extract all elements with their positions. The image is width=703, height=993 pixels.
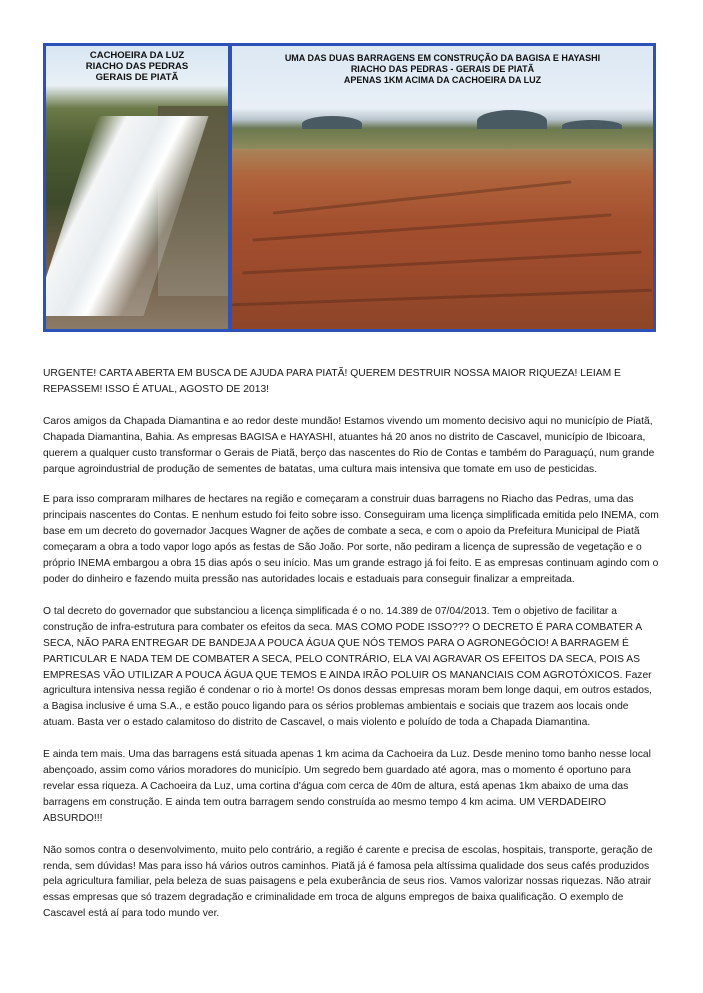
dam-caption bbox=[232, 53, 653, 86]
tire-track bbox=[273, 180, 572, 214]
caption-line: CACHOEIRA DA LUZ bbox=[89, 50, 185, 61]
caption-line: APENAS 1KM ACIMA DA CACHOEIRA DA LUZ bbox=[343, 75, 542, 85]
tire-track bbox=[232, 289, 652, 307]
caption-line: UMA DAS DUAS BARRAGENS EM CONSTRUÇÃO DA BAGISA E HAYASHI bbox=[284, 53, 601, 63]
dam-construction-photo bbox=[232, 46, 653, 329]
article-paragraph: O tal decreto do governador que substanciou a licença simplificada é o no. 14.389 de 07/04/2013. Tem o objetivo de facilitar a construção de infra-estrutura para combater os efeitos da seca. MAS COMO PODE ISSO??? O DECRETO É PARA COMBATER A SECA, NÃO PARA ENTREGAR DE BANDEJA A POUCA ÁGUA QUE NÓS TEMOS PARA O AGRONEGÓCIO! A BARRAGEM É PARTICULAR E NADA TEM DE COMBATER A SECA, PELO CONTRÁRIO, ELA VAI AGRAVAR OS EFEITOS DA SECA, POIS AS EMPRESAS VÃO UTILIZAR A POUCA ÁGUA QUE TEMOS E AINDA IRÃO POLUIR OS MANANCIAIS COM AGROTÓXICOS. Fazer agricultura intensiva nessa região é condenar o rio à morte! Os donos dessas empresas moram bem longe daqui, em outros estados, a Bagisa inclusive é uma S.A., e estão pouco ligando para os sérios problemas ambientais e sociais que trazem aos locais onde atuam. Basta ver o estado calamitoso do distrito de Cascavel, o mais violento e poluído de toda a Chapada Diamantina. bbox=[43, 605, 652, 729]
tire-track bbox=[252, 213, 611, 241]
tire-track bbox=[242, 251, 642, 275]
article-paragraph: Não somos contra o desenvolvimento, muito pelo contrário, a região é carente e precisa de escolas, hospitais, transporte, geração de renda, sem dúvidas! Mas para isso há vários outros caminhos. Piatã já é famosa pela altíssima qualidade dos seus cafés produzidos pela agricultura familiar, pela beleza de suas paisagens e pela exuberância de seus rios. Vamos valorizar nossas riquezas. Não atrair essas empresas que só trazem degradação e criminalidade em troca de alguns empregos de baixa qualificação. O exemplo de Cascavel está aí para todo mundo ver. bbox=[43, 844, 653, 920]
article-headline: URGENTE! CARTA ABERTA EM BUSCA DE AJUDA PARA PIATÃ! QUEREM DESTRUIR NOSSA MAIOR RIQUEZA! LEIAM E REPASSEM! ISSO É ATUAL, AGOSTO DE 2013! bbox=[43, 368, 621, 395]
article-paragraph: Caros amigos da Chapada Diamantina e ao redor deste mundão! Estamos vivendo um momento decisivo aqui no município de Piatã, Chapada Diamantina, Bahia. As empresas BAGISA e HAYASHI, atuantes há 20 anos no distrito de Cascavel, município de Ibicoara, querem a qualquer custo transformar o Gerais de Piatã, berço das nascentes do Rio de Contas e também do Paraguaçú, num grande parque agroindustrial de produção de sementes de batatas, uma cultura mais intensiva que tomate em uso de pesticidas. bbox=[43, 415, 655, 475]
caption-line: RIACHO DAS PEDRAS - GERAIS DE PIATÃ bbox=[350, 64, 535, 74]
caption-line: GERAIS DE PIATÃ bbox=[95, 72, 179, 83]
photo-banner bbox=[43, 43, 656, 332]
waterfall-photo bbox=[46, 46, 228, 329]
article-paragraph: E para isso compraram milhares de hectares na região e começaram a construir duas barragens no Riacho das Pedras, uma das principais nascentes do Contas. E nenhum estudo foi feito sobre isso. Conseguiram uma licença simplificada emitida pelo INEMA, com base em um decreto do governador Jacques Wagner de ações de combate a seca, e com o apoio da Prefeitura Municipal de Piatã começaram a obra a todo vapor logo após as festas de São João. Por sorte, não pediram a licença de supressão de vegetação e o próprio INEMA embargou a obra 15 dias após o seu início. Mas um grande estrago já foi feito. E as empresas continuam agindo com o poder do dinheiro e fazendo muita pressão nas autoridades locais e estaduais para conseguir finalizar a empreitada. bbox=[43, 494, 659, 585]
article-paragraph: E ainda tem mais. Uma das barragens está situada apenas 1 km acima da Cachoeira da Luz. Desde menino tomo banho nesse local abençoado, assim como vários moradores do município. Um segredo bem guardado até agora, mas o momento é oportuno para revelar essa riqueza. A Cachoeira da Luz, uma cortina d'água com cerca de 40m de altura, está apenas 1km abaixo de uma das barragens em construção. E ainda tem outra barragem sendo construída ao mesmo tempo 4 km acima. UM VERDADEIRO ABSURDO!!! bbox=[43, 749, 651, 824]
vegetation-strip bbox=[232, 129, 653, 149]
caption-line: RIACHO DAS PEDRAS bbox=[85, 61, 189, 72]
waterfall-caption bbox=[46, 50, 228, 83]
article-body bbox=[43, 366, 660, 922]
